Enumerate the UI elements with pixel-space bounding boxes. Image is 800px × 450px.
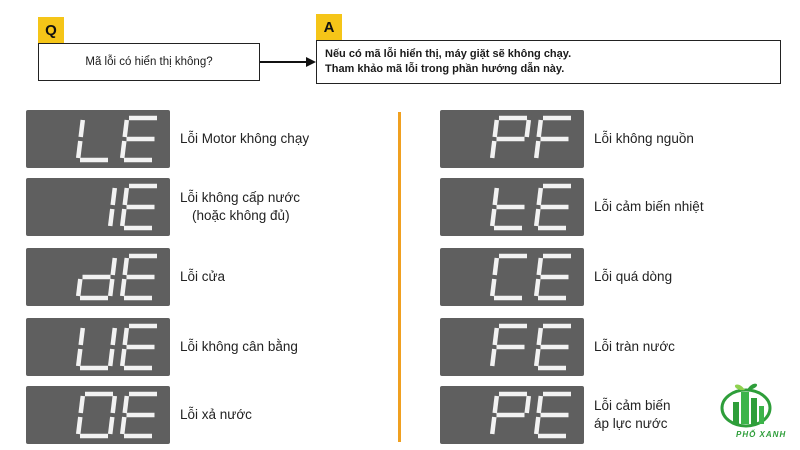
answer-tag: A [316, 14, 342, 40]
column-divider [398, 112, 401, 442]
lcd-segment-b [113, 396, 115, 413]
lcd-segment-f [125, 188, 127, 205]
error-code-row [26, 386, 252, 444]
lcd-segment-c [110, 417, 112, 434]
error-desc-line-1: Lỗi xả nước [180, 407, 252, 422]
error-code-row [440, 318, 675, 376]
lcd-segment-b [527, 396, 529, 413]
lcd-display [26, 386, 170, 444]
error-desc-line-2: (hoặc không đủ) [192, 208, 290, 223]
lcd-segment-f [495, 328, 497, 345]
lcd-display [440, 386, 584, 444]
lcd-segment-e [78, 279, 80, 296]
lcd-segment-e [122, 349, 124, 366]
lcd-segment-e [492, 417, 494, 434]
lcd-segment-f [539, 396, 541, 413]
lcd-digits [26, 248, 170, 306]
error-code-row [26, 318, 298, 376]
lcd-segment-e [536, 349, 538, 366]
lcd-segment-e [492, 279, 494, 296]
question-tag: Q [38, 17, 64, 43]
lcd-segment-b [113, 328, 115, 345]
lcd-display [440, 178, 584, 236]
lcd-segment-e [78, 141, 80, 158]
lcd-segment-f [125, 258, 127, 275]
error-description [180, 268, 225, 286]
answer-line-2: Tham khảo mã lỗi trong phần hướng dẫn này. [325, 63, 565, 75]
lcd-segment-c [110, 279, 112, 296]
lcd-segment-f [125, 328, 127, 345]
error-description [594, 130, 694, 148]
lcd-display [26, 110, 170, 168]
error-description [594, 268, 672, 286]
lcd-digits [440, 110, 584, 168]
lcd-display [440, 248, 584, 306]
lcd-segment-f [495, 396, 497, 413]
error-description [594, 338, 675, 356]
error-code-row [440, 248, 672, 306]
lcd-display [440, 110, 584, 168]
error-desc-line-1: Lỗi cảm biến nhiệt [594, 199, 704, 214]
lcd-segment-f [81, 328, 83, 345]
lcd-segment-e [122, 209, 124, 226]
lcd-segment-f [539, 328, 541, 345]
logo-text: PHỐ XANH [736, 430, 787, 439]
lcd-digits [26, 386, 170, 444]
lcd-segment-f [539, 188, 541, 205]
lcd-segment-e [536, 209, 538, 226]
lcd-segment-e [492, 349, 494, 366]
error-desc-line-2: áp lực nước [594, 416, 668, 431]
lcd-segment-f [495, 120, 497, 137]
error-code-row [440, 386, 671, 444]
lcd-digits [440, 248, 584, 306]
question-text: Mã lỗi có hiển thị không? [85, 56, 213, 68]
lcd-display [26, 178, 170, 236]
lcd-digits [440, 178, 584, 236]
lcd-digits [440, 386, 584, 444]
lcd-digits [440, 318, 584, 376]
error-description [180, 406, 252, 424]
lcd-segment-c [110, 209, 112, 226]
error-description [594, 198, 704, 216]
lcd-digits [26, 110, 170, 168]
lcd-segment-e [122, 141, 124, 158]
lcd-segment-e [536, 141, 538, 158]
lcd-segment-f [125, 120, 127, 137]
error-code-row [26, 248, 225, 306]
lcd-segment-f [495, 258, 497, 275]
question-box [38, 43, 260, 81]
lcd-display [26, 248, 170, 306]
arrow-right-icon [260, 56, 318, 68]
lcd-segment-b [113, 188, 115, 205]
lcd-digits [26, 178, 170, 236]
error-description [180, 189, 300, 225]
lcd-display [26, 318, 170, 376]
lcd-segment-e [78, 349, 80, 366]
error-description [180, 130, 309, 148]
error-desc-line-1: Lỗi cảm biến [594, 398, 671, 413]
error-code-row [26, 178, 300, 236]
lcd-segment-e [122, 417, 124, 434]
lcd-segment-f [81, 396, 83, 413]
error-desc-line-1: Lỗi cửa [180, 269, 226, 284]
lcd-segment-c [110, 349, 112, 366]
error-description [594, 397, 671, 433]
lcd-segment-b [113, 258, 115, 275]
lcd-segment-f [81, 120, 83, 137]
lcd-segment-b [527, 120, 529, 137]
error-description [180, 338, 298, 356]
error-code-row [440, 178, 704, 236]
error-desc-line-1: Lỗi tràn nước [594, 339, 675, 354]
error-desc-line-1: Lỗi không nguồn [594, 131, 694, 146]
error-desc-line-1: Lỗi không cấp nước [180, 190, 300, 205]
lcd-segment-e [536, 279, 538, 296]
error-desc-line-1: Lỗi Motor không chạy [180, 131, 310, 146]
answer-line-1: Nếu có mã lỗi hiển thị, máy giặt sẽ không chạy. [325, 48, 572, 60]
error-desc-line-1: Lỗi quá dòng [594, 269, 673, 284]
lcd-digits [26, 318, 170, 376]
lcd-segment-e [78, 417, 80, 434]
answer-box [316, 40, 781, 84]
building-leaf-logo-icon [716, 378, 776, 430]
lcd-segment-e [536, 417, 538, 434]
lcd-segment-e [492, 141, 494, 158]
lcd-segment-e [492, 209, 494, 226]
lcd-segment-f [539, 120, 541, 137]
lcd-segment-e [122, 279, 124, 296]
lcd-display [440, 318, 584, 376]
error-code-row [440, 110, 694, 168]
lcd-segment-f [495, 188, 497, 205]
error-desc-line-1: Lỗi không cân bằng [180, 339, 298, 354]
lcd-segment-f [125, 396, 127, 413]
error-code-row [26, 110, 309, 168]
lcd-segment-f [539, 258, 541, 275]
